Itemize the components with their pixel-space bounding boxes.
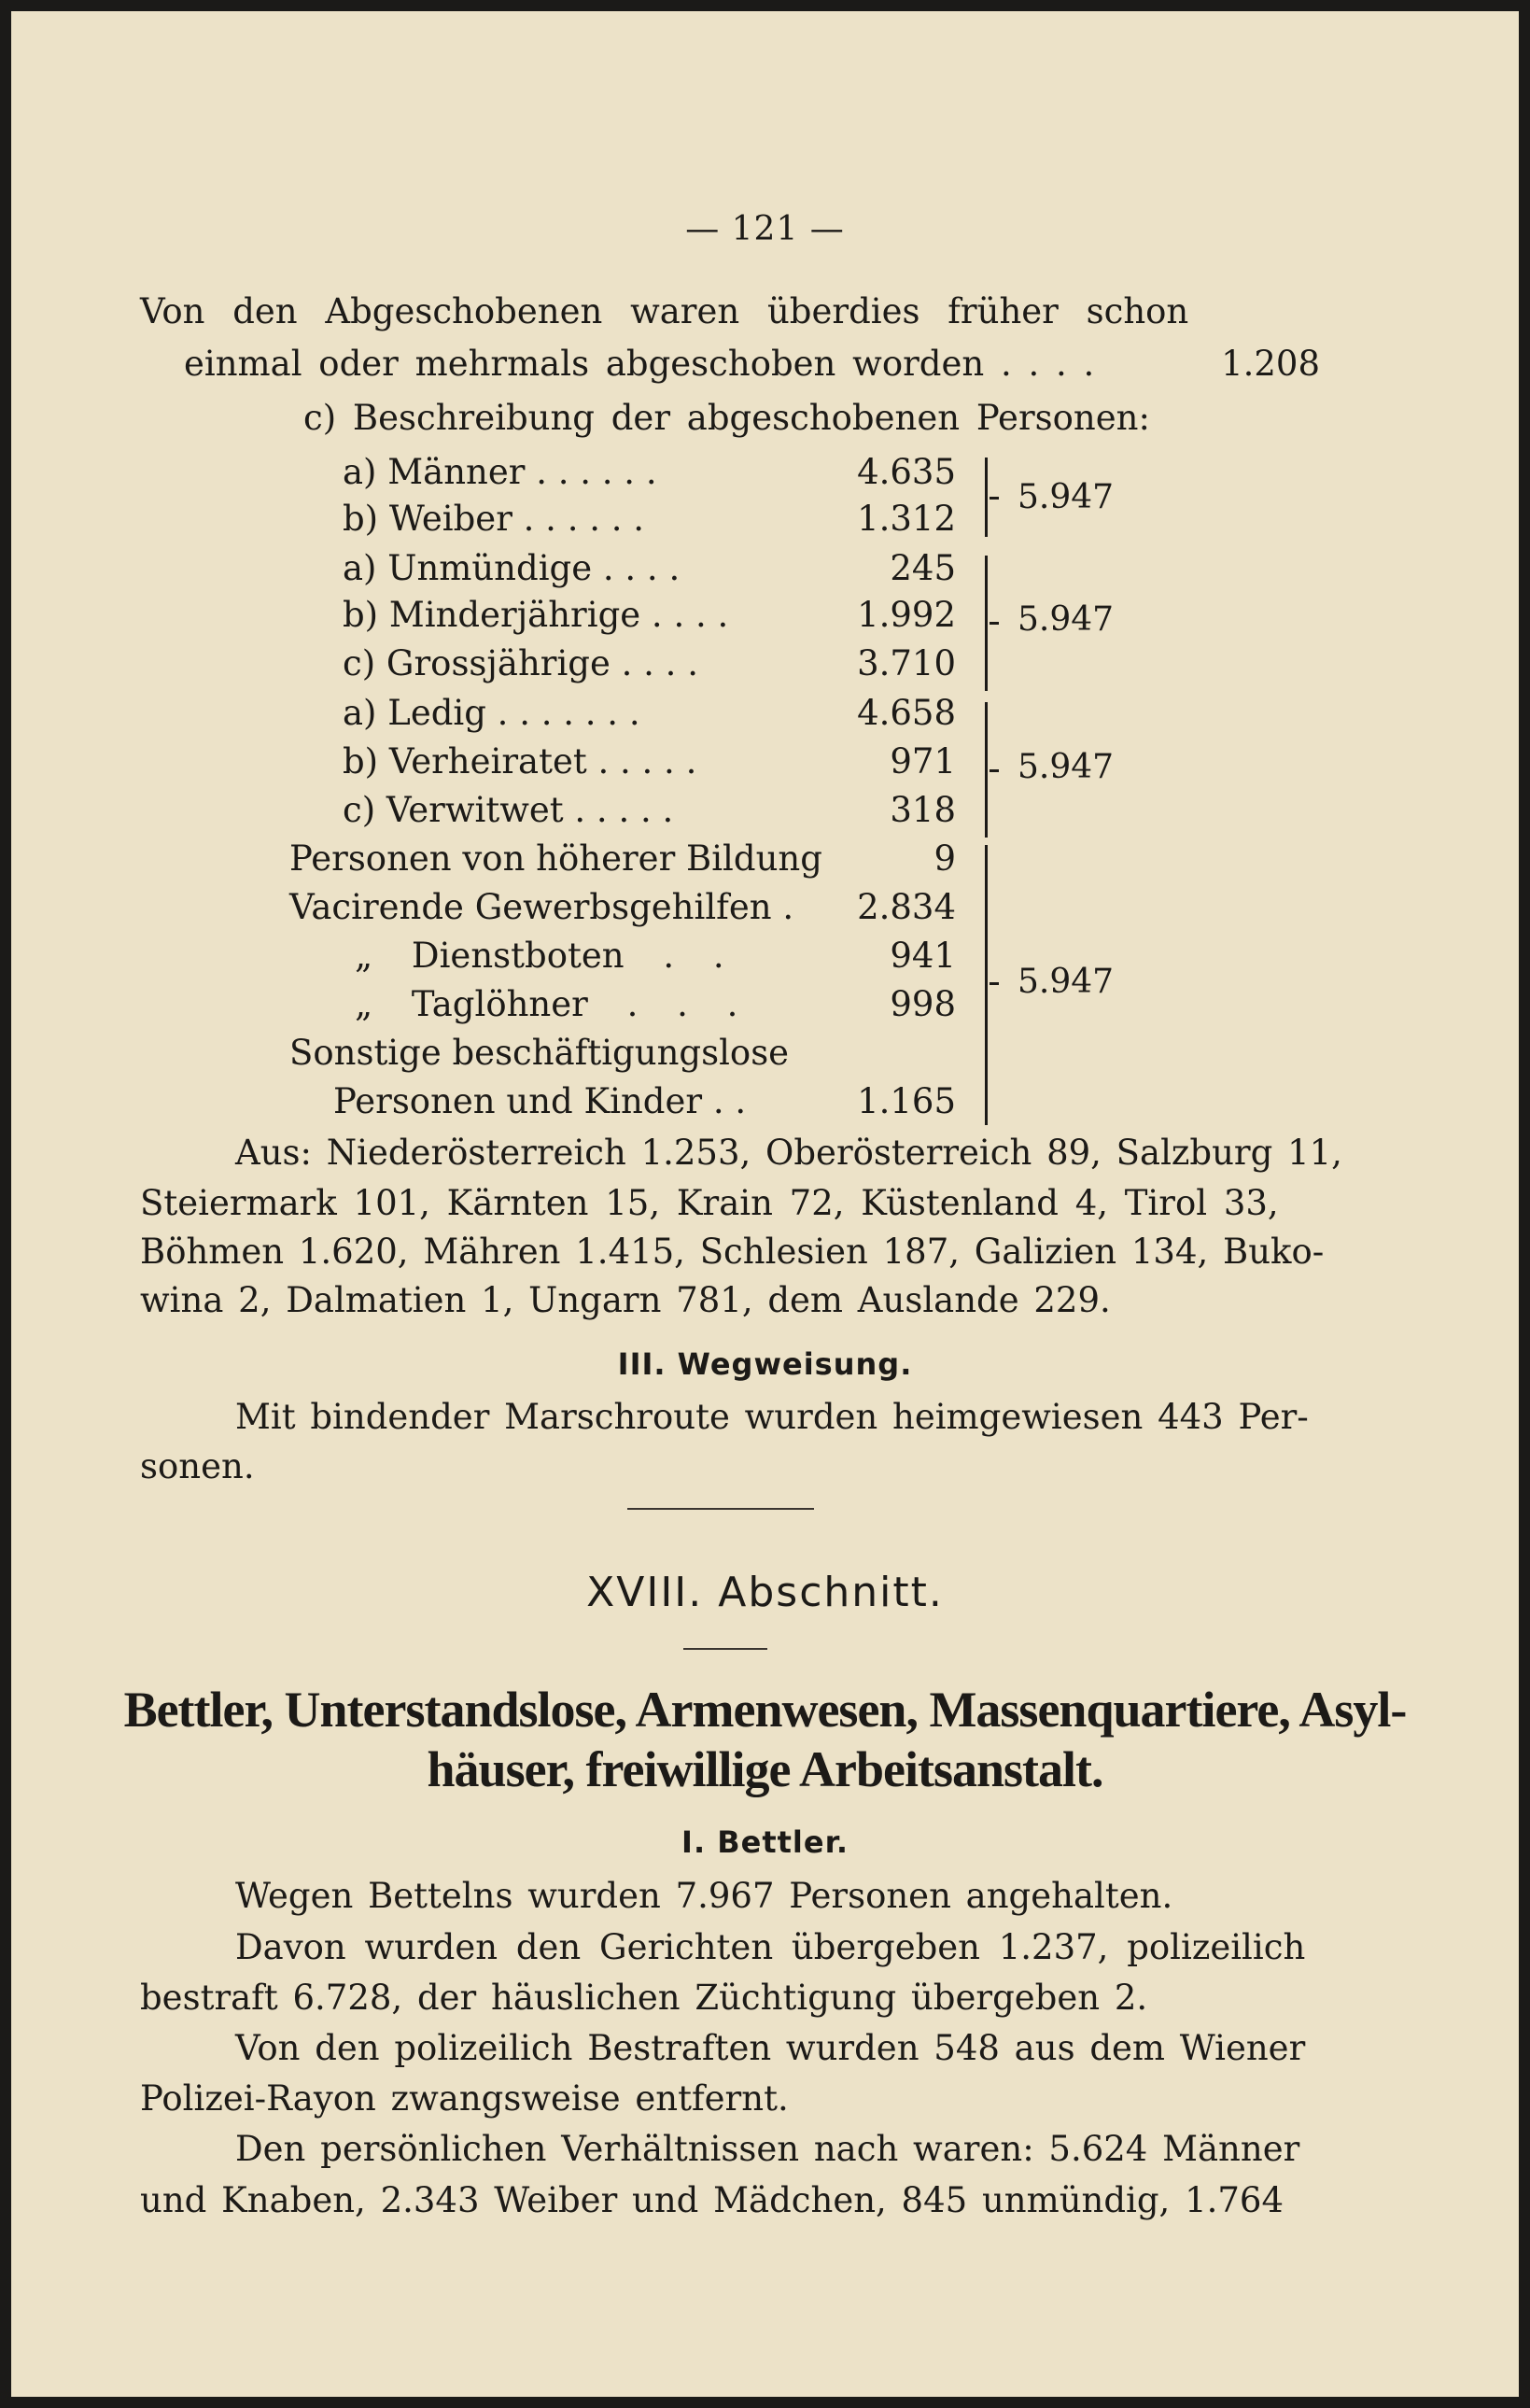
table-row-value: 3.710 [857, 643, 956, 683]
section-i-line: Davon wurden den Gerichten übergeben 1.237, polizeilich [235, 1927, 1306, 1967]
section-c-title: c) Beschreibung der abgeschobenen Personen: [303, 398, 1150, 438]
table-row-label: „ Taglöhner . . . [355, 984, 738, 1024]
intro-line-1 [140, 291, 1316, 331]
group-total: 5.947 [1018, 963, 1115, 1001]
table-row-value: 998 [890, 984, 956, 1024]
group-brace [977, 556, 988, 691]
table-row-label: Sonstige beschäftigungslose [289, 1033, 790, 1073]
table-row-value: 4.635 [857, 452, 956, 492]
brace-tip [990, 769, 999, 772]
section-i-line: Den persönlichen Verhältnissen nach waren: 5.624 Männer [235, 2129, 1300, 2169]
section-i-line: bestraft 6.728, der häuslichen Züchtigung übergeben 2. [140, 1978, 1148, 2018]
section-iii-line: Mit bindender Marschroute wurden heimgewiesen 443 Per- [235, 1397, 1309, 1437]
brace-tip [990, 497, 999, 500]
table-row-value: 2.834 [857, 887, 956, 927]
section-iii-title: III. Wegweisung. [617, 1346, 913, 1382]
table-row-value: 1.165 [857, 1081, 956, 1121]
table-row-value: 1.312 [857, 499, 956, 539]
section-i-line: Wegen Bettelns wurden 7.967 Personen angehalten. [235, 1876, 1173, 1916]
group-total: 5.947 [1018, 478, 1115, 516]
table-row-value: 245 [890, 548, 956, 588]
table-row-value: 941 [890, 936, 956, 976]
page-number: — 121 — [685, 210, 845, 248]
origin-line: Aus: Niederösterreich 1.253, Oberösterreich 89, Salzburg 11, [235, 1133, 1342, 1173]
group-brace [977, 458, 988, 537]
origin-line: Steiermark 101, Kärnten 15, Krain 72, Küstenland 4, Tirol 33, [140, 1183, 1279, 1223]
group-brace [977, 702, 988, 838]
document-page [11, 11, 1519, 2397]
intro-line-1-text: Von den Abgeschobenen waren überdies früher schon [140, 291, 1189, 331]
table-row-label: b) Verheiratet . . . . . [343, 741, 697, 782]
table-row-label: a) Männer . . . . . . [343, 452, 657, 492]
intro-line-2: einmal oder mehrmals abgeschoben worden . . . . [184, 344, 1095, 384]
chapter-subtitle-line: Bettler, Unterstandslose, Armenwesen, Massenquartiere, Asyl- [123, 1682, 1407, 1738]
table-row-label: b) Minderjährige . . . . [343, 595, 729, 635]
section-iii-line: sonen. [140, 1446, 255, 1486]
origin-line: Böhmen 1.620, Mähren 1.415, Schlesien 187, Galizien 134, Buko- [140, 1232, 1325, 1272]
table-row-value: 1.992 [857, 595, 956, 635]
table-row-value: 971 [890, 741, 956, 782]
section-i-line: Polizei-Rayon zwangsweise entfernt. [140, 2078, 789, 2119]
intro-line-2-value: 1.208 [1221, 344, 1320, 384]
table-row-value: 9 [933, 838, 956, 879]
section-i-line: und Knaben, 2.343 Weiber und Mädchen, 845 unmündig, 1.764 [140, 2180, 1284, 2220]
table-row-label: a) Ledig . . . . . . . [343, 693, 640, 733]
brace-tip [990, 982, 999, 985]
table-row-label: Vacirende Gewerbsgehilfen . [289, 887, 794, 927]
section-i-title: I. Bettler. [681, 1824, 849, 1860]
divider-rule [627, 1508, 814, 1510]
group-brace [977, 845, 988, 1125]
table-row-label: a) Unmündige . . . . [343, 548, 681, 588]
table-row-label: „ Dienstboten . . [355, 936, 724, 976]
table-row-label: Personen von höherer Bildung [289, 838, 822, 879]
group-total: 5.947 [1018, 748, 1115, 786]
origin-line: wina 2, Dalmatien 1, Ungarn 781, dem Auslande 229. [140, 1280, 1111, 1320]
brace-tip [990, 622, 999, 625]
table-row-value: 318 [890, 790, 956, 830]
chapter-subtitle-line: häuser, freiwillige Arbeitsanstalt. [427, 1741, 1103, 1797]
section-i-line: Von den polizeilich Bestraften wurden 548 aus dem Wiener [235, 2028, 1306, 2068]
table-row-label: b) Weiber . . . . . . [343, 499, 645, 539]
table-row-label: Personen und Kinder . . [333, 1081, 747, 1121]
table-row-value: 4.658 [857, 693, 956, 733]
table-row-label: c) Verwitwet . . . . . [343, 790, 674, 830]
divider-rule-short [683, 1648, 767, 1650]
table-row-label: c) Grossjährige . . . . [343, 643, 698, 683]
group-total: 5.947 [1018, 600, 1115, 639]
chapter-title: XVIII. Abschnitt. [586, 1569, 944, 1616]
